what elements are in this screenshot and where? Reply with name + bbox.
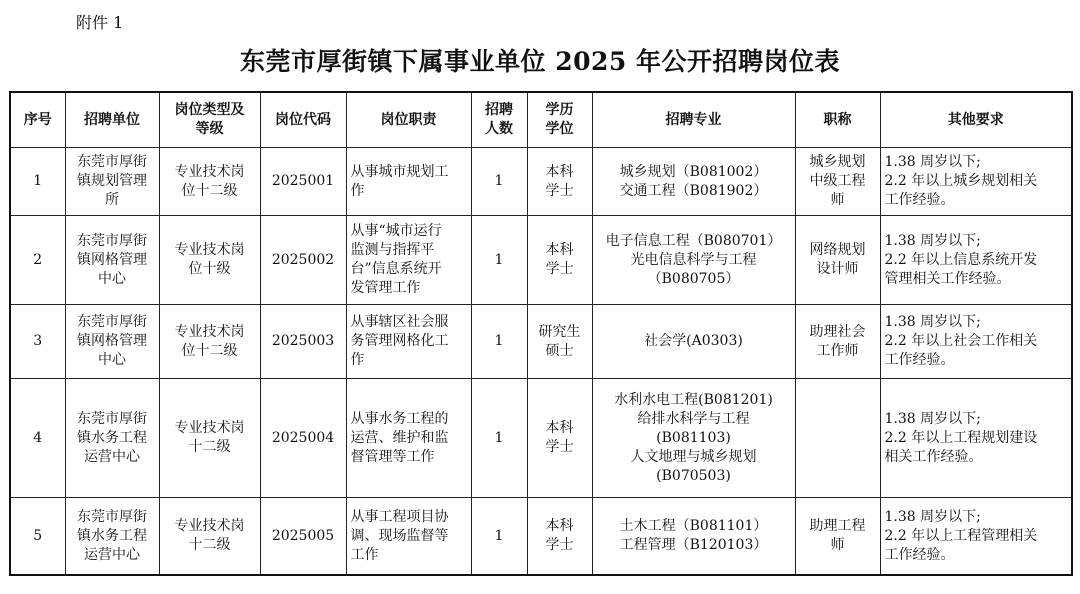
cell-duty: [346, 148, 471, 216]
cell-education-line: 本科: [545, 163, 574, 180]
cell-duty-line: 监测与指挥平: [350, 242, 435, 258]
cell-type-line: 十二级: [188, 537, 231, 553]
cell-count: 1: [471, 305, 527, 379]
header-unit: 招聘单位: [65, 92, 159, 148]
header-education-line: 学历: [545, 102, 574, 118]
header-type-line: 岗位类型及: [174, 102, 245, 118]
header-education: [527, 92, 592, 148]
cell-education-line: 本科: [545, 420, 574, 436]
cell-other: [880, 216, 1072, 305]
cell-unit-line: 东莞市厚街: [77, 154, 147, 170]
cell-duty-line: 从事水务工程的: [350, 410, 449, 427]
cell-other-line: 2.2 年以上工程管理相关: [884, 527, 1038, 544]
cell-education: [527, 498, 592, 576]
cell-type: [159, 148, 260, 216]
cell-duty: [346, 379, 471, 498]
cell-title: [795, 216, 880, 305]
header-major: 招聘专业: [592, 92, 795, 148]
cell-education-line: 学士: [545, 537, 574, 553]
header-count-line: 招聘: [485, 102, 513, 118]
cell-duty-line: 作: [350, 352, 365, 368]
cell-other: [880, 379, 1072, 498]
cell-other-line: 1.38 周岁以下;: [884, 154, 981, 170]
cell-unit-line: 东莞市厚街: [77, 314, 147, 330]
cell-duty-line: 发管理工作: [350, 280, 421, 296]
cell-major-line: (B070503): [656, 467, 731, 484]
cell-major-line: （B080705）: [647, 270, 740, 287]
cell-no: 3: [10, 305, 65, 379]
table-row: [10, 216, 1072, 305]
cell-major: [592, 216, 795, 305]
cell-title-line: 工作师: [816, 342, 859, 359]
header-code: 岗位代码: [260, 92, 346, 148]
cell-title-line: 助理社会: [809, 323, 866, 340]
cell-count: 1: [471, 379, 527, 498]
cell-type-line: 位十二级: [181, 182, 238, 199]
cell-type-line: 专业技术岗: [174, 163, 245, 180]
cell-type: [159, 498, 260, 576]
cell-other-line: 相关工作经验。: [884, 448, 983, 465]
cell-type-line: 专业技术岗: [174, 420, 245, 436]
cell-unit-line: 镇水务工程: [77, 527, 147, 544]
cell-other-line: 2.2 年以上工程规划建设: [884, 429, 1038, 446]
cell-major-line: 电子信息工程（B080701）: [605, 232, 782, 249]
cell-code: 2025003: [260, 305, 346, 379]
cell-education-line: 学士: [545, 261, 574, 277]
cell-education: [527, 379, 592, 498]
cell-duty: [346, 216, 471, 305]
cell-count: 1: [471, 498, 527, 576]
cell-type: [159, 216, 260, 305]
cell-count: 1: [471, 216, 527, 305]
cell-unit-line: 中心: [98, 352, 126, 368]
cell-other-line: 2.2 年以上城乡规划相关: [884, 173, 1038, 189]
cell-duty-line: 从事辖区社会服: [350, 314, 449, 330]
header-type: [159, 92, 260, 148]
cell-duty-line: 工作: [350, 546, 379, 563]
cell-duty-line: 台”信息系统开: [350, 261, 442, 277]
cell-major-line: 社会学(A0303): [644, 333, 743, 349]
cell-unit-line: 镇规划管理: [77, 173, 147, 189]
cell-duty-line: 调、现场监督等: [350, 527, 449, 544]
cell-duty-line: 务管理网格化工: [350, 333, 449, 349]
cell-other-line: 工作经验。: [884, 546, 955, 563]
cell-title-line: 师: [830, 192, 845, 208]
cell-education-line: 本科: [545, 242, 574, 258]
cell-type: [159, 379, 260, 498]
cell-major: [592, 498, 795, 576]
cell-major: [592, 148, 795, 216]
cell-type-line: 专业技术岗: [174, 242, 245, 258]
cell-count: 1: [471, 148, 527, 216]
header-title: 职称: [795, 92, 880, 148]
cell-other-line: 工作经验。: [884, 192, 955, 208]
table-header-row: [10, 92, 1072, 148]
cell-other-line: 2.2 年以上社会工作相关: [884, 333, 1038, 349]
cell-type-line: 专业技术岗: [174, 518, 245, 534]
cell-education-line: 研究生: [538, 323, 581, 340]
cell-title: [795, 498, 880, 576]
cell-type-line: 位十级: [188, 261, 231, 277]
cell-title-line: 师: [830, 537, 845, 553]
cell-code: 2025004: [260, 379, 346, 498]
recruitment-table: [9, 91, 1073, 576]
cell-major-line: 给排水科学与工程: [637, 410, 750, 427]
table-row: [10, 305, 1072, 379]
cell-major: [592, 305, 795, 379]
cell-duty-line: 从事“城市运行: [350, 223, 442, 239]
cell-duty-line: 从事工程项目协: [350, 508, 449, 525]
cell-unit: [65, 379, 159, 498]
table-row: [10, 498, 1072, 576]
cell-title-line: 中级工程: [809, 173, 866, 189]
document-title: 东莞市厚街镇下属事业单位 2025 年公开招聘岗位表: [240, 47, 840, 76]
cell-title-line: 网络规划: [809, 242, 866, 258]
cell-education-line: 硕士: [545, 342, 574, 359]
cell-major-line: 水利水电工程(B081201): [614, 391, 773, 408]
cell-major-line: 工程管理（B120103）: [619, 537, 768, 553]
cell-no: 4: [10, 379, 65, 498]
cell-unit: [65, 148, 159, 216]
cell-title-line: 助理工程: [809, 518, 866, 534]
cell-title-line: 设计师: [816, 261, 859, 277]
cell-major-line: (B081103): [656, 429, 731, 446]
cell-unit-line: 运营中心: [84, 448, 140, 465]
cell-unit: [65, 498, 159, 576]
cell-title-line: 城乡规划: [809, 154, 866, 170]
cell-unit: [65, 216, 159, 305]
cell-unit-line: 东莞市厚街: [77, 410, 147, 427]
cell-unit-line: 镇网格管理: [77, 333, 147, 349]
cell-major-line: 人文地理与城乡规划: [630, 448, 757, 465]
cell-duty-line: 作: [350, 182, 365, 199]
cell-unit-line: 中心: [98, 270, 126, 287]
cell-duty: [346, 498, 471, 576]
cell-no: 2: [10, 216, 65, 305]
header-duty: 岗位职责: [346, 92, 471, 148]
cell-education-line: 学士: [545, 439, 574, 455]
header-count-line: 人数: [485, 121, 513, 137]
header-education-line: 学位: [545, 121, 574, 137]
cell-unit-line: 镇水务工程: [77, 429, 147, 446]
cell-type: [159, 305, 260, 379]
table-body: [10, 148, 1072, 576]
cell-title: [795, 148, 880, 216]
cell-other-line: 1.38 周岁以下;: [884, 508, 981, 525]
cell-no: 1: [10, 148, 65, 216]
cell-title: [795, 379, 880, 498]
cell-other-line: 工作经验。: [884, 352, 955, 368]
cell-major-line: 交通工程（B081902）: [619, 182, 768, 199]
cell-education: [527, 216, 592, 305]
cell-major-line: 光电信息科学与工程: [630, 251, 757, 268]
header-other: 其他要求: [880, 92, 1072, 148]
table-row: [10, 379, 1072, 498]
cell-education-line: 本科: [545, 518, 574, 534]
cell-no: 5: [10, 498, 65, 576]
cell-other: [880, 305, 1072, 379]
cell-title: [795, 305, 880, 379]
cell-type-line: 十二级: [188, 439, 231, 455]
table-row: [10, 148, 1072, 216]
cell-duty-line: 运营、维护和监: [350, 429, 449, 446]
cell-unit-line: 运营中心: [84, 546, 140, 563]
cell-type-line: 专业技术岗: [174, 323, 245, 340]
cell-other-line: 1.38 周岁以下;: [884, 410, 981, 427]
cell-other-line: 1.38 周岁以下;: [884, 232, 981, 249]
cell-duty: [346, 305, 471, 379]
cell-code: 2025002: [260, 216, 346, 305]
cell-unit-line: 所: [105, 192, 119, 208]
cell-major-line: 土木工程（B081101）: [619, 518, 768, 534]
cell-type-line: 位十二级: [181, 342, 238, 359]
cell-unit-line: 东莞市厚街: [77, 508, 147, 525]
header-no: 序号: [10, 92, 65, 148]
cell-other: [880, 148, 1072, 216]
cell-duty-line: 督管理等工作: [350, 448, 435, 465]
cell-other: [880, 498, 1072, 576]
cell-unit-line: 东莞市厚街: [77, 232, 147, 249]
cell-code: 2025001: [260, 148, 346, 216]
cell-duty-line: 从事城市规划工: [350, 163, 449, 180]
cell-other-line: 管理相关工作经验。: [884, 270, 1011, 287]
cell-code: 2025005: [260, 498, 346, 576]
cell-major: [592, 379, 795, 498]
cell-education: [527, 305, 592, 379]
cell-unit-line: 镇网格管理: [77, 251, 147, 268]
header-type-line: 等级: [195, 121, 224, 137]
cell-other-line: 2.2 年以上信息系统开发: [884, 251, 1038, 268]
cell-major-line: 城乡规划（B081002）: [619, 163, 768, 180]
cell-education: [527, 148, 592, 216]
header-count: [471, 92, 527, 148]
cell-other-line: 1.38 周岁以下;: [884, 314, 981, 330]
cell-unit: [65, 305, 159, 379]
attachment-label: 附件 1: [76, 13, 124, 32]
cell-education-line: 学士: [545, 182, 574, 199]
